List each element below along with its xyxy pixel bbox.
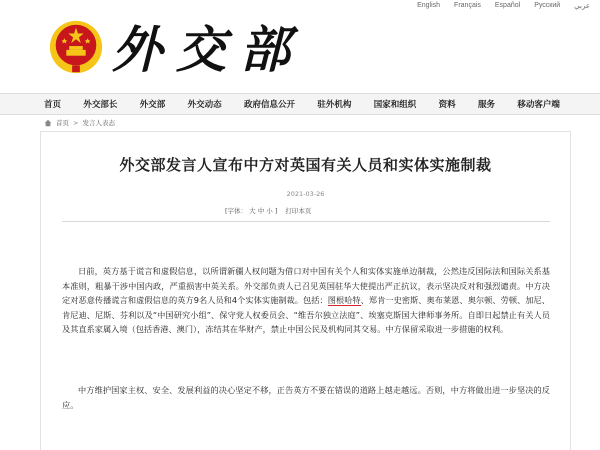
lang-french[interactable]: Français: [454, 2, 481, 9]
article-title: 外交部发言人宣布中方对英国有关人员和实体实施制裁: [119, 156, 492, 174]
lang-arabic[interactable]: عربي: [574, 3, 590, 10]
national-emblem-icon: [47, 18, 105, 76]
font-size-control: [225, 206, 277, 215]
nav-services[interactable]: 服务: [478, 100, 496, 110]
breadcrumb: [44, 118, 115, 127]
main-nav: [0, 93, 600, 115]
site-header: [0, 0, 600, 88]
breadcrumb-current[interactable]: 发言人表态: [82, 119, 115, 127]
home-icon: [44, 119, 52, 127]
font-label: [字体：: [225, 207, 248, 215]
font-large-button[interactable]: 大: [249, 207, 256, 215]
highlighted-name: 图根哈特: [327, 295, 361, 306]
font-medium-button[interactable]: 中: [257, 207, 265, 215]
article-paragraph-2: 中方维护国家主权、安全、发展利益的决心坚定不移，正告英方不要在错误的道路上越走越远。否则，中方将做出进一步坚决的反应。: [62, 385, 550, 410]
lang-russian[interactable]: Русский: [534, 2, 561, 9]
lang-spanish[interactable]: Español: [494, 2, 521, 9]
article-tools: [225, 206, 311, 215]
article-date: 2021-03-26: [286, 190, 325, 198]
nav-resources[interactable]: 资料: [438, 100, 456, 110]
font-label-close: ]: [274, 207, 278, 215]
nav-missions[interactable]: 驻外机构: [317, 100, 352, 110]
nav-minister[interactable]: 外交部长: [83, 100, 118, 110]
tools-divider: [62, 221, 550, 222]
print-button[interactable]: 打印本页: [285, 207, 312, 215]
nav-countries[interactable]: 国家和组织: [373, 100, 417, 110]
breadcrumb-separator: >: [73, 118, 79, 127]
paragraph-1-text-before: 日前，英方基于谎言和虚假信息，以所谓新疆人权问题为借口对中国有关个人和实体实施单边制裁，公然违反国际法和国际关系基本准则，粗暴干涉中国内政，严重损害中英关系。外交部负责人已召见英国驻华大使提出严正抗议，表示坚决反对和强烈谴责。中方决定对恶意传播谎言和虚假信息的英方9名人员和4个实体实施制裁。包括：: [62, 266, 550, 306]
nav-home[interactable]: 首页: [44, 100, 62, 110]
site-logo-text[interactable]: 外交部: [112, 20, 304, 79]
nav-mobile-client[interactable]: 移动客户端: [517, 100, 560, 110]
paragraph-1-text-after: 、郑肯一史密斯、奥布莱恩、奥尔顿、劳顿、加尼、肯尼迪、尼斯、芬利以及“中国研究小组”、保守党人权委员会、“维吾尔独立法庭”、埃塞克斯国大律师事务所。自即日起禁止有关人员及其直系家属入境（包括香港、澳门），冻结其在华财产，禁止中国公民及机构同其交易。中方保留采取进一步措施的权利。: [62, 295, 550, 335]
breadcrumb-home[interactable]: 首页: [56, 119, 69, 127]
article-paragraph-1: [62, 264, 550, 337]
nav-gov-info[interactable]: 政府信息公开: [244, 100, 296, 110]
nav-diplomatic-news[interactable]: 外交动态: [187, 100, 222, 110]
nav-ministry[interactable]: 外交部: [139, 100, 166, 110]
font-small-button[interactable]: 小: [266, 207, 273, 215]
lang-english[interactable]: English: [417, 2, 441, 9]
